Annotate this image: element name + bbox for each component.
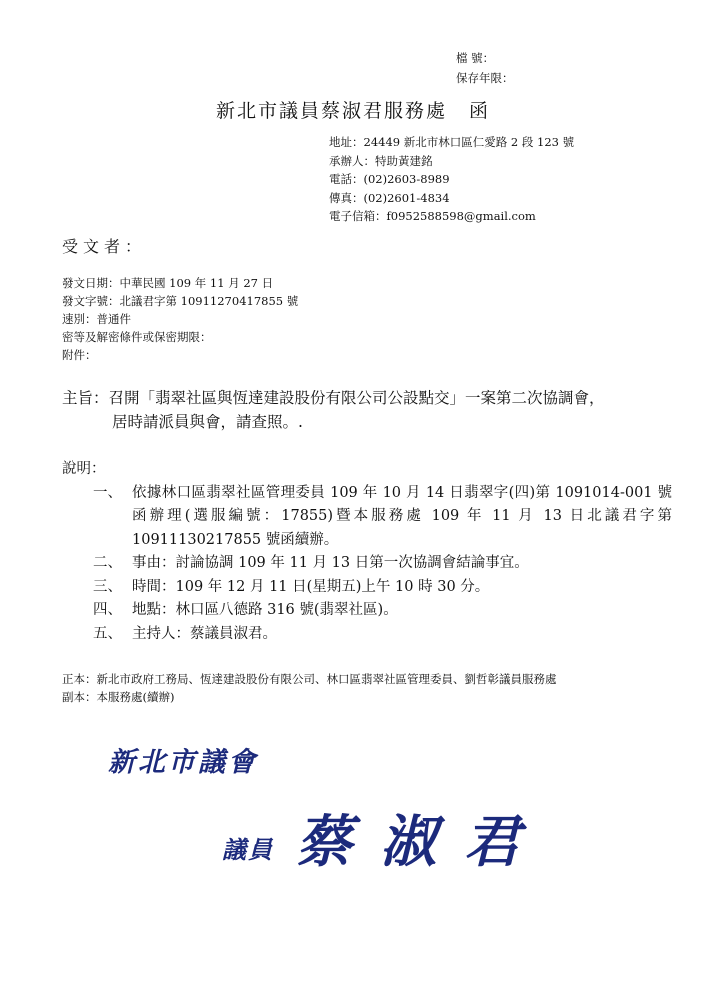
issue-date: 發文日期：中華民國 109 年 11 月 27 日 xyxy=(62,276,274,290)
address: 地址：24449 新北市林口區仁愛路 2 段 123 號 xyxy=(329,135,575,149)
description xyxy=(62,458,672,646)
description-item xyxy=(66,482,672,553)
contact-person: 承辦人：特助黃建銘 xyxy=(329,153,433,168)
document-title xyxy=(216,96,490,123)
item-text: 地點：林口區八德路 316 號(翡翠社區)。 xyxy=(132,602,398,618)
file-number-label: 檔 號： xyxy=(456,51,495,65)
item-number: 四、 xyxy=(93,602,122,618)
document-number: 發文字號：北議君字第 10911270417855 號 xyxy=(62,294,299,308)
fax: 傳真：(02)2601-4834 xyxy=(329,190,450,205)
phone: 電話：(02)2603-8989 xyxy=(329,172,450,186)
councilor-name-seal: 蔡淑君 xyxy=(296,810,548,875)
attachment: 附件： xyxy=(62,348,97,362)
item-text: 時間：109 年 12 月 11 日(星期五)上午 10 時 30 分。 xyxy=(132,578,490,595)
description-items xyxy=(66,482,672,647)
item-number: 二、 xyxy=(93,555,122,571)
document-kind: 函 xyxy=(469,100,491,122)
item-text: 事由：討論協調 109 年 11 月 13 日第一次協調會結論事宜。 xyxy=(132,555,529,571)
contact-block xyxy=(329,133,574,226)
description-item xyxy=(66,552,672,576)
subject-line-1: 主旨：召開「翡翠社區與恆達建設股份有限公司公設點交」一案第二次協調會， xyxy=(62,389,605,407)
speed-class: 速別：普通件 xyxy=(62,312,131,326)
description-item xyxy=(66,623,672,647)
email: 電子信箱：f0952588598@gmail.com xyxy=(329,209,536,223)
description-item xyxy=(66,599,672,623)
security-level: 密等及解密條件或保密期限： xyxy=(62,330,212,344)
description-item xyxy=(66,576,672,600)
copy-recipients: 副本：本服務處(續辦) xyxy=(62,690,175,704)
original-recipients: 正本：新北市政府工務局、恆達建設股份有限公司、林口區翡翠社區管理委員、劉哲彰議員服務處 xyxy=(62,672,557,686)
item-text: 依據林口區翡翠社區管理委員 109 年 10 月 14 日翡翠字(四)第 1091014-001 號函辦理(選服編號：17855)暨本服務處 109 年 11 月 13 日北議君字第 10911130217855 號函續辦。 xyxy=(132,484,672,548)
info-block xyxy=(62,274,298,364)
item-number: 一、 xyxy=(93,484,122,501)
councilor-title-seal: 議員 xyxy=(222,836,274,864)
council-seal: 新北市議會 xyxy=(108,747,258,778)
item-text: 主持人：蔡議員淑君。 xyxy=(132,625,277,642)
retention-period-label: 保存年限： xyxy=(456,71,514,85)
recipient-label: 受文者： xyxy=(62,237,147,256)
office-name: 新北市議員蔡淑君服務處 xyxy=(216,100,448,122)
subject-line-2: 居時請派員與會，請查照。. xyxy=(112,413,303,431)
description-label: 說明： xyxy=(62,461,106,477)
subject xyxy=(62,386,605,434)
item-number: 三、 xyxy=(93,578,122,595)
distribution xyxy=(62,670,557,706)
item-number: 五、 xyxy=(93,625,122,642)
